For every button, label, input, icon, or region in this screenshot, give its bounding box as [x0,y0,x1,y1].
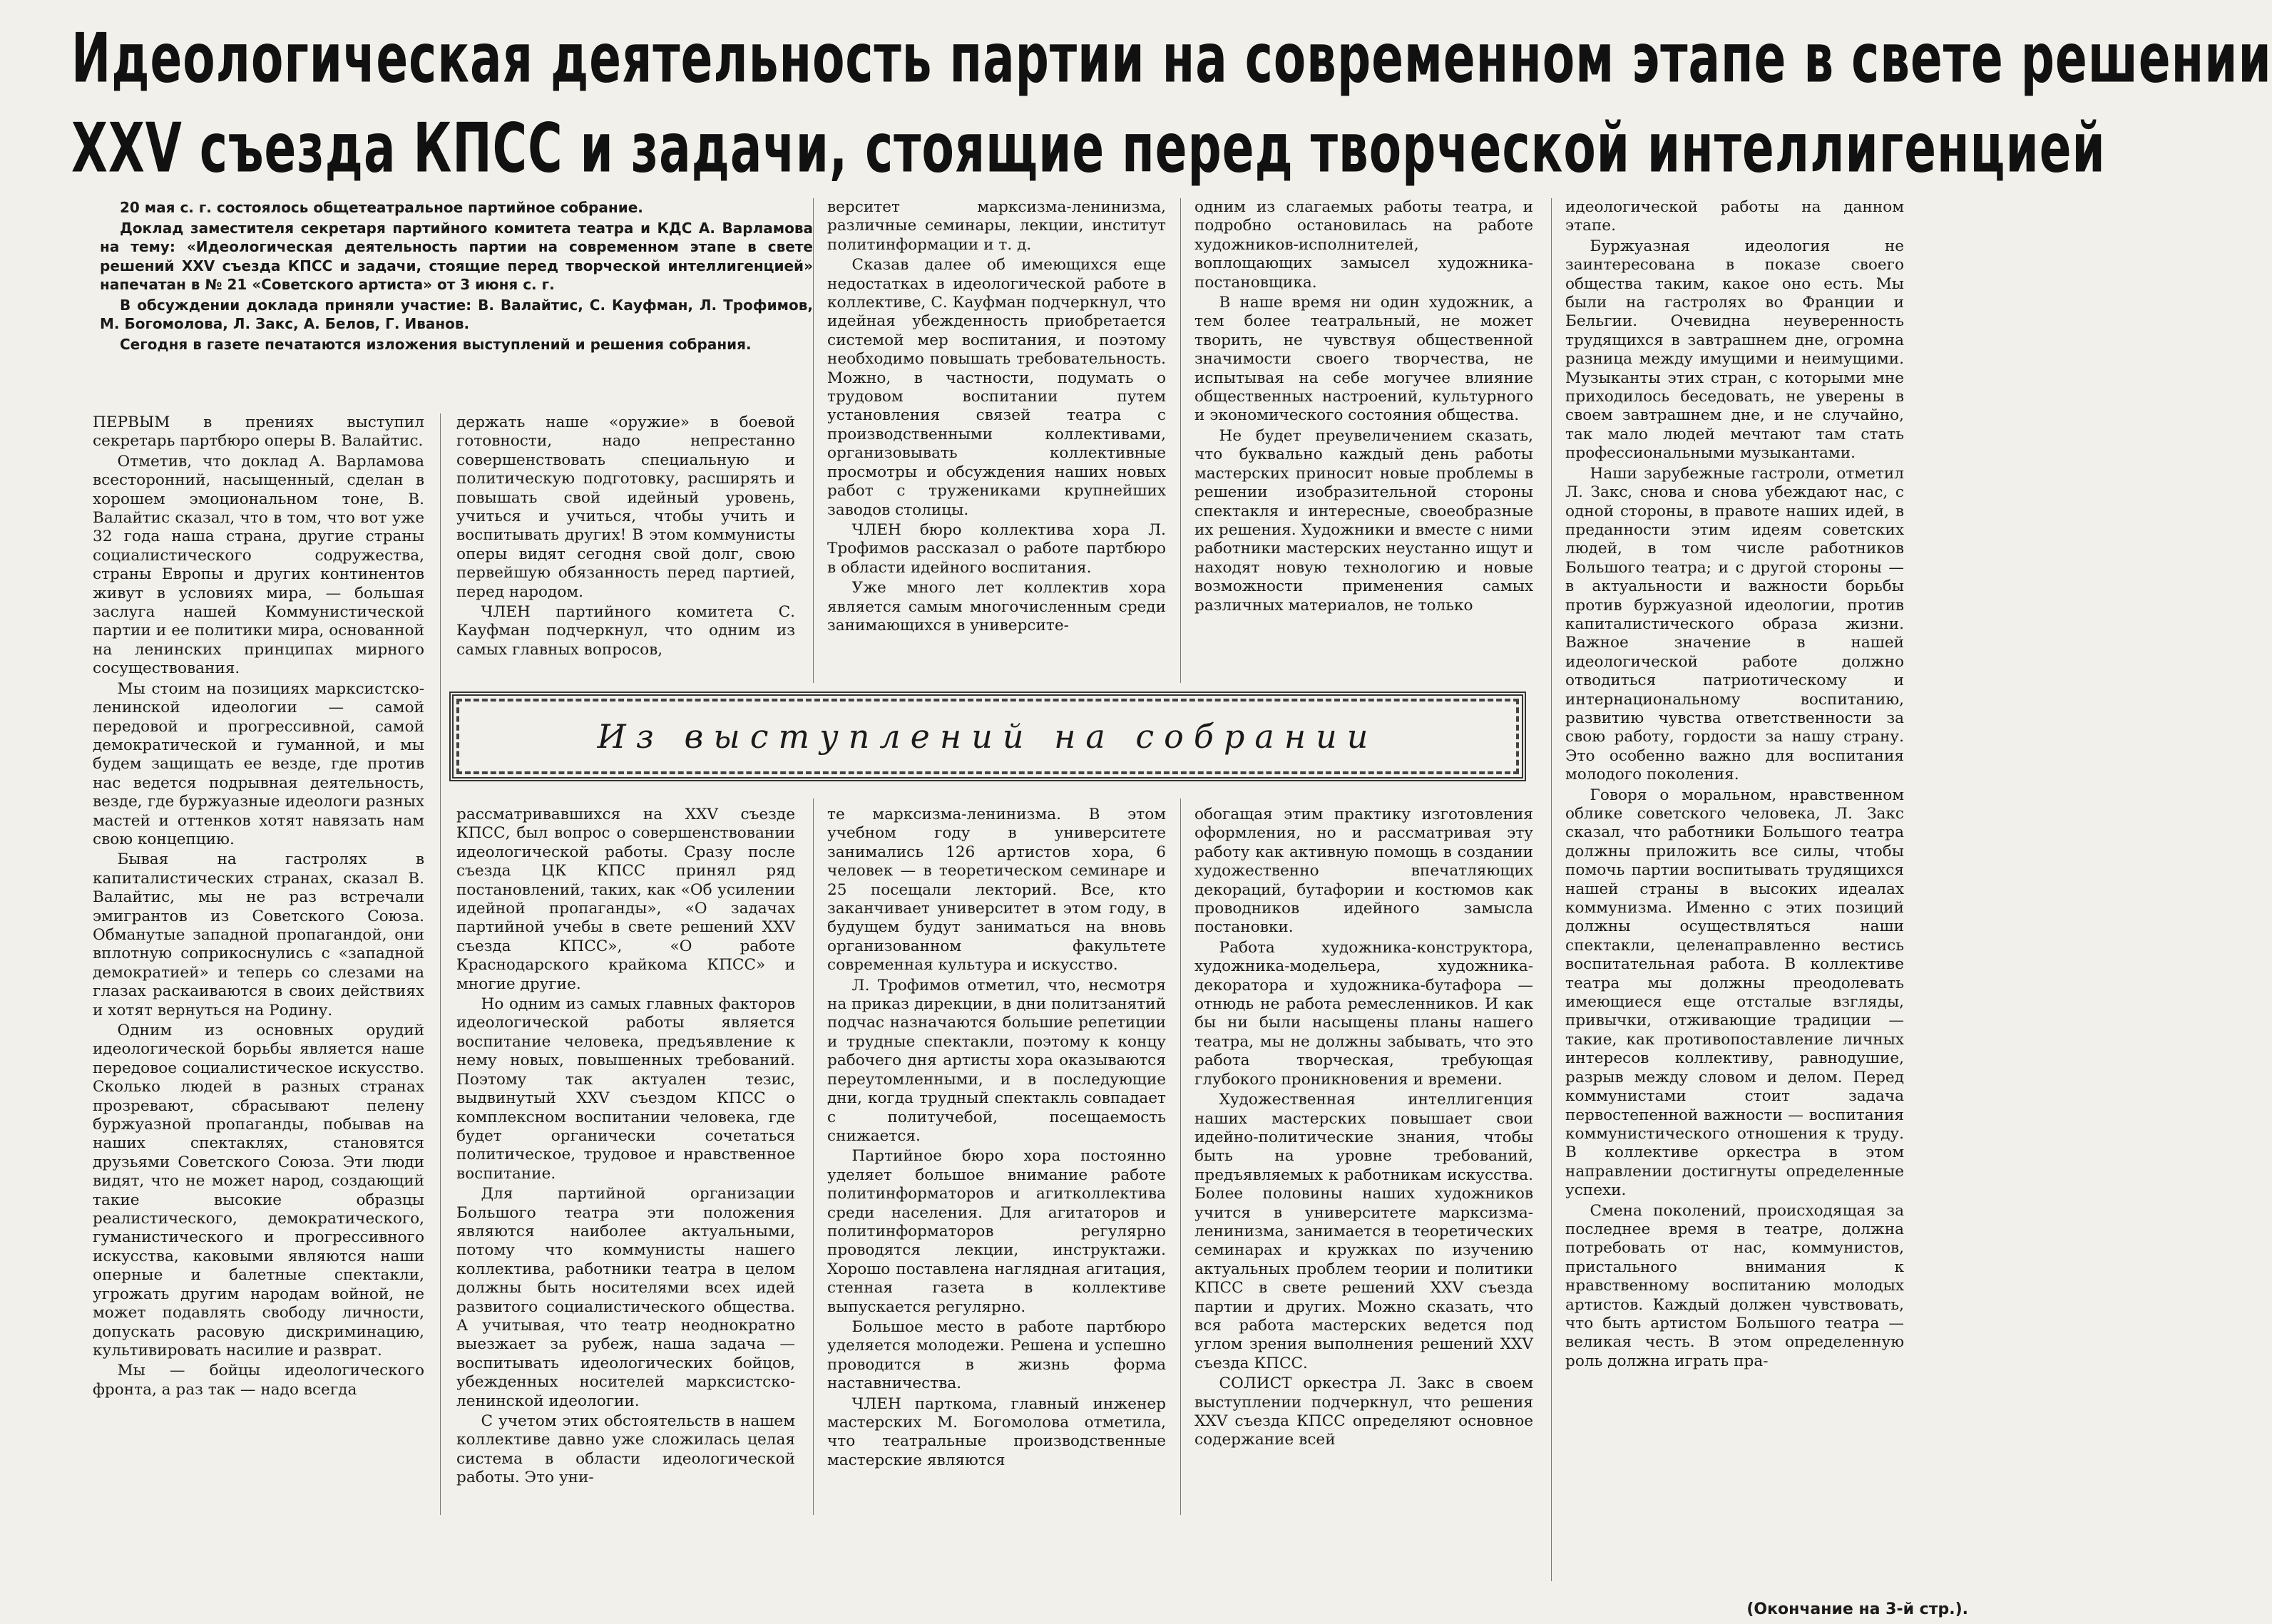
article-paragraph: рассматривавшихся на XXV съезде КПСС, был вопрос о совершенствовании идеологической работы. Сразу после съезда ЦК КПСС принял ряд постановлений, таких, как «Об усилении идейной пропаганды», «О задачах партийной учебы в свете решений XXV съезда КПСС», «О работе Краснодарского крайкома КПСС» и многие другие. [456,806,795,993]
intro-paragraph: Сегодня в газете печатаются изложения выступлений и решения собрания. [120,335,752,353]
article-paragraph: Партийное бюро хора постоянно уделяет большое внимание работе политинформаторов и агитколлектива среди населения. Для агитаторов и политинформаторов регулярно проводятся лекции, инструктажи. Хорошо поставлена наглядная агитация, стенная газета в коллективе выпускается регулярно. [827,1147,1166,1316]
article-paragraph: В наше время ни один художник, а тем более театральный, не может творить, не чувствуя общественной значимости своего творчества, не испытывая на себе могучее влияние общественных настроений, культурного и экономического состояния общества. [1194,294,1533,425]
intro-paragraph: В обсуждении доклада приняли участие: В. Валайтис, С. Кауфман, Л. Трофимов, М. Богомолова, Л. Закс, А. Белов, Г. Иванов. [100,296,813,332]
article-paragraph: верситет марксизма-ленинизма, различные семинары, лекции, институт политинформации и т. д. [827,198,1166,254]
article-paragraph: Буржуазная идеология не заинтересована в показе своего общества таким, какое оно есть. Мы были на гастролях во Франции и Бельгии. Очевидна неуверенность трудящихся в завтрашнем дне, огромна разница между имущими и неимущими. Музыканты этих стран, с которыми мне приходилось беседовать, не уверены в своем завтрашнем дне, и не случайно, так мало людей мечтают там стать профессиональными музыкантами. [1565,237,1904,463]
article-paragraph: Мы — бойцы идеологического фронта, а раз так — надо всегда [93,1362,424,1399]
article-paragraph: Бывая на гастролях в капиталистических странах, сказал В. Валайтис, мы не раз встречали эмигрантов из Советского Союза. Обманутые западной пропагандой, они вплотную соприкоснулись с «западной демократией» и теперь со слезами на глазах раскаиваются в своих действиях и хотят вернуться на Родину. [93,850,424,1019]
article-paragraph: ПЕРВЫМ в прениях выступил секретарь партбюро оперы В. Валайтис. [93,413,424,451]
article-paragraph: Для партийной организации Большого театра эти положения являются наиболее актуальными, потому что коммунисты нашего коллектива, работники театра в целом должны быть носителями всех идей развитого социалистического общества. А учитывая, что театр неоднократно выезжает за рубеж, наша задача — воспитывать идеологических бойцов, убежденных носителей марксистско-ленинской идеологии. [456,1185,795,1410]
article-paragraph: Сказав далее об имеющихся еще недостатках в идеологической работе в коллективе, С. Кауфман подчеркнул, что идейная убежденность приобретается системой мер воспитания, и поэтому необходимо повышать требовательность. Можно, в частности, подумать о трудовом воспитании путем установления связей театра с производственными коллективами, организовывать коллективные просмотры и обсуждения наших новых работ с тружениками крупнейших заводов столицы. [827,256,1166,519]
article-paragraph: Л. Трофимов отметил, что, несмотря на приказ дирекции, в дни политзанятий подчас назначаются большие репетиции и трудные спектакли, поэтому к концу рабочего дня артисты хора оказываются переутомленными, и в последующие дни, когда трудный спектакль совпадает с политучебой, посещаемость снижается. [827,976,1166,1145]
section-banner [449,692,1526,781]
intro-paragraph: Доклад заместителя секретаря партийного комитета театра и КДС А. Варламова на тему: «Идеологическая деятельность партии на современном этапе в свете решений XXV съезда КПСС и задачи, стоящие перед творческой интеллигенцией» напечатан в № 21 «Советского артиста» от 3 июня с. г. [100,219,813,293]
column-3-bottom [827,806,1166,1518]
column-4-top [1194,198,1533,677]
article-paragraph: ЧЛЕН парткома, главный инженер мастерских М. Богомолова отметила, что театральные производственные мастерские являются [827,1394,1166,1469]
article-paragraph: одним из слагаемых работы театра, и подробно остановилась на работе художников-исполнителей, воплощающих замысел художника-постановщика. [1194,198,1533,292]
column-divider [1551,198,1552,1581]
column-2-bottom [456,806,795,1518]
article-paragraph: Не будет преувеличением сказать, что буквально каждый день работы мастерских приносит новые проблемы в решении изобразительной стороны спектакля и интересные, своеобразные их решения. Художники и вместе с ними работники мастерских неустанно ищут и находят новую технологию и новые возможности применения самых различных материалов, не только [1194,426,1533,615]
column-4-bottom [1194,806,1533,1518]
column-2-top [456,413,795,677]
article-paragraph: С учетом этих обстоятельств в нашем коллективе давно уже сложилась целая система в области идеологической работы. Это уни- [456,1412,795,1487]
column-divider [1180,198,1181,683]
continuation-note: (Окончание на 3-й стр.). [1746,1600,1968,1618]
headline-line-1: Идеологическая деятельность партии на современном этапе в свете решении [71,19,2272,98]
column-divider [813,798,814,1515]
article-paragraph: Но одним из самых главных факторов идеологической работы является воспитание человека, предъявление к нему новых, повышенных требований. Поэтому так актуален тезис, выдвинутый XXV съездом КПСС о комплексном воспитании человека, где будет органически сочетаться политическое, трудовое и нравственное воспитание. [456,995,795,1183]
article-paragraph: ЧЛЕН бюро коллектива хора Л. Трофимов рассказал о работе партбюро в области идейного воспитания. [827,520,1166,577]
column-divider [440,413,441,1515]
article-paragraph: Уже много лет коллектив хора является самым многочисленным среди занимающихся в университе- [827,579,1166,634]
article-paragraph: Одним из основных орудий идеологической борьбы является наше передовое социалистическое искусство. Сколько людей в разных странах прозревают, сбрасывают пелену буржуазной пропаганды, побывав на наших спектаклях, становятся друзьями Советского Союза. Эти люди видят, что не может народ, создающий такие высокие образцы реалистического, демократического, гуманистического и прогрессивного искусства, каковыми являются наши оперные и балетные спектакли, угрожать другим народам войной, не может подавлять свободу личности, допускать расовую дискриминацию, культивировать насилие и разврат. [93,1022,424,1360]
article-paragraph: Художественная интеллигенция наших мастерских повышает свои идейно-политические знания, чтобы быть на уровне требований, предъявляемых к работникам искусства. Более половины наших художников учится в университете марксизма-ленинизма, занимается в теоретических семинарах и кружках по изучению актуальных проблем теории и политики КПСС в свете решений XXV съезда партии и других. Можно сказать, что вся работа мастерских ведется под углом зрения выполнения решений XXV съезда КПСС. [1194,1091,1533,1372]
article-paragraph: Говоря о моральном, нравственном облике советского человека, Л. Закс сказал, что работники Большого театра должны приложить все силы, чтобы помочь партии воспитывать трудящихся нашей страны в высоких идеалах коммунизма. Именно с этих позиций должны осуществляться наши спектакли, целенаправленно вестись воспитательная работа. В коллективе театра мы должны преодолевать имеющиеся еще отсталые взгляды, привычки, отживающие традиции — такие, как противопоставление личных интересов коллективу, равнодушие, разрыв между словом и делом. Перед коммунистами стоит задача первостепенной важности — воспитания коммунистического отношения к труду. В коллективе оркестра в этом направлении достигнуты определенные успехи. [1565,786,1904,1200]
article-paragraph: обогащая этим практику изготовления оформления, но и рассматривая эту работу как активную помощь в создании художественно впечатляющих декораций, бутафории и костюмов как проводников идейного замысла постановки. [1194,806,1533,937]
article-paragraph: те марксизма-ленинизма. В этом учебном году в университете занимались 126 артистов хора, 6 человек — в теоретическом семинаре и 25 посещали лекторий. Все, кто заканчивает университет в этом году, в будущем будут заниматься на вновь организованном факультете современная культура и искусство. [827,806,1166,975]
column-5 [1565,198,1904,1588]
article-paragraph: Большое место в работе партбюро уделяется молодежи. Решена и успешно проводится в жизнь форма наставничества. [827,1317,1166,1393]
intro-paragraph: 20 мая с. г. состоялось общетеатральное партийное собрание. [120,199,643,216]
article-paragraph: Смена поколений, происходящая за последнее время в театре, должна потребовать от нас, коммунистов, пристального внимания к нравственному воспитанию молодых артистов. Каждый должен чувствовать, что быть артистом Большого театра — великая честь. В этом определенную роль должна играть пра- [1565,1201,1904,1370]
article-paragraph: СОЛИСТ оркестра Л. Закс в своем выступлении подчеркнул, что решения XXV съезда КПСС определяют основное содержание всей [1194,1374,1533,1449]
article-paragraph: Наши зарубежные гастроли, отметил Л. Закс, снова и снова убеждают нас, с одной стороны, в правоте наших идей, в преданности этим идеям советских людей, в том числе работников Большого театра; и с другой стороны — в актуальности и важности борьбы против буржуазной идеологии, против капиталистического образа жизни. Важное значение в нашей идеологической работе должно отводиться патриотическому и интернациональному воспитанию, развитию чувства ответственности за свою работу, гордости за нашу страну. Это особенно важно для воспитания молодого поколения. [1565,464,1904,784]
column-1 [93,413,424,1518]
article-paragraph: ЧЛЕН партийного комитета С. Кауфман подчеркнул, что одним из самых главных вопросов, [456,603,795,659]
column-3-top [827,198,1166,677]
article-paragraph: Работа художника-конструктора, художника-модельера, художника-декоратора и художника-бутафора — отнюдь не работа ремесленников. И как бы ни были насыщены планы нашего театра, мы не должны забывать, что это работа творческая, требующая глубокого проникновения и времени. [1194,938,1533,1089]
article-paragraph: держать наше «оружие» в боевой готовности, надо непрестанно совершенствовать специальную и политическую подготовку, расширять и повышать свой идейный уровень, учиться и учиться, чтобы учить и воспитывать других! В этом коммунисты оперы видят сегодня свой долг, свою первейшую обязанность перед партией, перед народом. [456,413,795,601]
article-paragraph: Отметив, что доклад А. Варламова всесторонний, насыщенный, сделан в хорошем эмоциональном тоне, В. Валайтис сказал, что в том, что вот уже 32 года наша страна, другие страны социалистического содружества, страны Европы и других континентов живут в условиях мира, — большая заслуга нашей Коммунистической партии и ее политики мира, основанной на ленинских принципах мирного сосуществования. [93,452,424,678]
article-paragraph: Мы стоим на позициях марксистско-ленинской идеологии — самой передовой и прогрессивной, самой демократической и гуманной, и мы будем защищать ее везде, где против нас ведется подрывная деятельность, везде, где буржуазные идеологи разных мастей и оттенков хотят навязать нам свою концепцию. [93,679,424,848]
headline-line-2: XXV съезда КПСС и задачи, стоящие перед творческой интеллигенцией [71,108,2106,188]
banner-title: Из выступлений на собрании [597,717,1378,756]
column-divider [1180,798,1181,1515]
column-divider [813,198,814,683]
intro-block [100,198,813,394]
article-paragraph: идеологической работы на данном этапе. [1565,198,1904,235]
